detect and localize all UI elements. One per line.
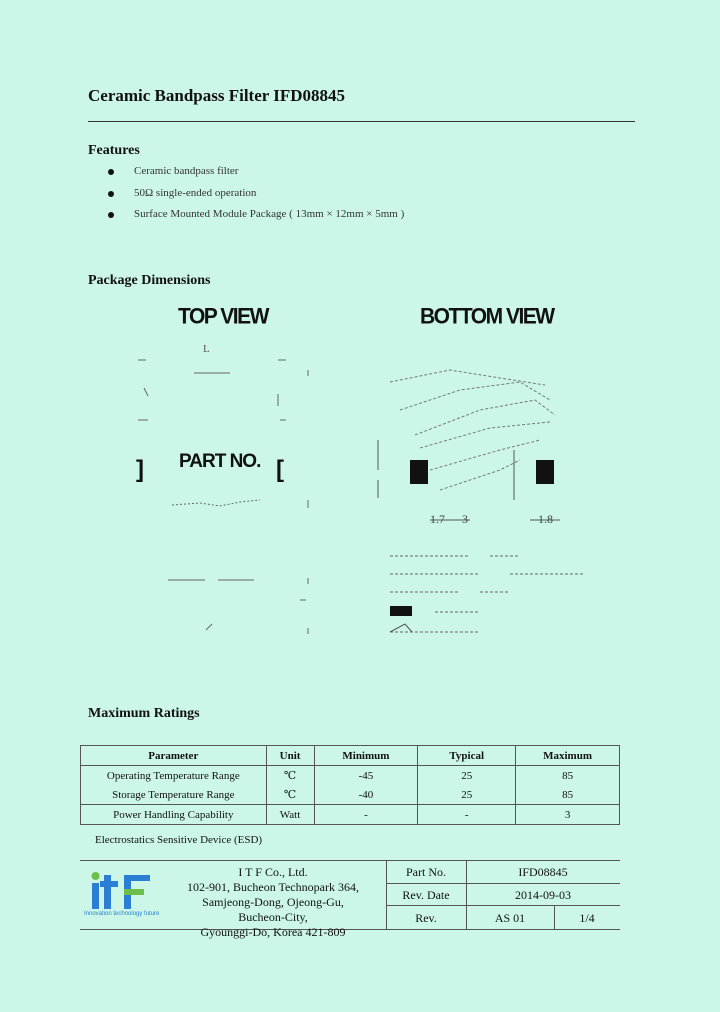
top-view-drawing — [130, 340, 330, 640]
table-cell: 85 — [516, 785, 620, 805]
right-bracket: [ — [276, 456, 284, 483]
title-divider — [88, 121, 635, 122]
footer — [80, 860, 620, 939]
top-view-dim-label: L — [203, 343, 210, 355]
feature-item — [111, 208, 404, 220]
table-cell: Power Handling Capability — [81, 805, 267, 825]
column-header: Parameter — [81, 746, 267, 766]
table-cell: Watt — [266, 805, 314, 825]
table-cell: - — [314, 805, 418, 825]
features-heading: Features — [88, 143, 140, 158]
top-view-title: TOP VIEW — [178, 304, 268, 329]
column-header: Maximum — [516, 746, 620, 766]
column-header: Typical — [418, 746, 516, 766]
table-cell: ℃ — [266, 785, 314, 805]
table-cell: Operating Temperature Range — [81, 766, 267, 786]
page-number: 1/4 — [579, 911, 595, 925]
dim-label-2: 3 — [462, 512, 468, 526]
feature-item — [111, 187, 256, 199]
table-cell: -40 — [314, 785, 418, 805]
bullet-icon — [108, 212, 114, 218]
footer-divider — [386, 905, 620, 906]
table-header-row — [81, 746, 620, 766]
table-cell: 25 — [418, 785, 516, 805]
part-no-label: Part No. — [406, 865, 446, 879]
feature-item — [111, 165, 238, 177]
esd-note: Electrostatics Sensitive Device (ESD) — [95, 834, 263, 846]
table-row — [81, 785, 620, 805]
rev-value: AS 01 — [494, 911, 526, 925]
bottom-view-drawing — [360, 360, 600, 640]
company-address — [178, 865, 368, 940]
bullet-icon — [108, 191, 114, 197]
feature-text: 50Ω single-ended operation — [134, 187, 257, 199]
table-cell: 85 — [516, 766, 620, 786]
bullet-icon — [108, 169, 114, 175]
page-title: Ceramic Bandpass Filter IFD08845 — [88, 86, 346, 105]
table-cell: 25 — [418, 766, 516, 786]
ratings-table — [80, 745, 620, 825]
rev-date-value: 2014-09-03 — [515, 888, 571, 902]
table-cell: - — [418, 805, 516, 825]
bottom-view-title: BOTTOM VIEW — [420, 304, 554, 329]
ratings-heading: Maximum Ratings — [88, 706, 200, 721]
package-heading: Package Dimensions — [88, 273, 211, 288]
part-no-marking: PART NO. — [179, 451, 261, 472]
table-cell: Storage Temperature Range — [81, 785, 267, 805]
table-row — [81, 766, 620, 786]
table-cell: ℃ — [266, 766, 314, 786]
column-header: Unit — [266, 746, 314, 766]
address-line: Gyounggi-Do, Korea 421-809 — [200, 925, 346, 939]
table-cell: 3 — [516, 805, 620, 825]
address-line: 102-901, Bucheon Technopark 364, — [187, 880, 359, 894]
left-bracket: ] — [136, 456, 144, 483]
address-line: Samjeong-Dong, Ojeong-Gu, Bucheon-City, — [202, 895, 344, 924]
dim-label-3: 1.8 — [538, 512, 553, 526]
rev-label: Rev. — [415, 911, 437, 925]
rev-date-label: Rev. Date — [402, 888, 450, 902]
feature-text: Ceramic bandpass filter — [134, 165, 239, 177]
column-header: Minimum — [314, 746, 418, 766]
part-no-value: IFD08845 — [518, 865, 568, 879]
feature-text: Surface Mounted Module Package ( 13mm × 12mm × 5mm ) — [134, 208, 405, 220]
company-name: I T F Co., Ltd. — [238, 865, 308, 879]
logo-tagline: Innovation technology future — [84, 911, 160, 917]
table-row — [81, 805, 620, 825]
dim-label-1: 1.7 — [430, 512, 445, 526]
footer-divider — [386, 883, 620, 884]
table-cell: -45 — [314, 766, 418, 786]
